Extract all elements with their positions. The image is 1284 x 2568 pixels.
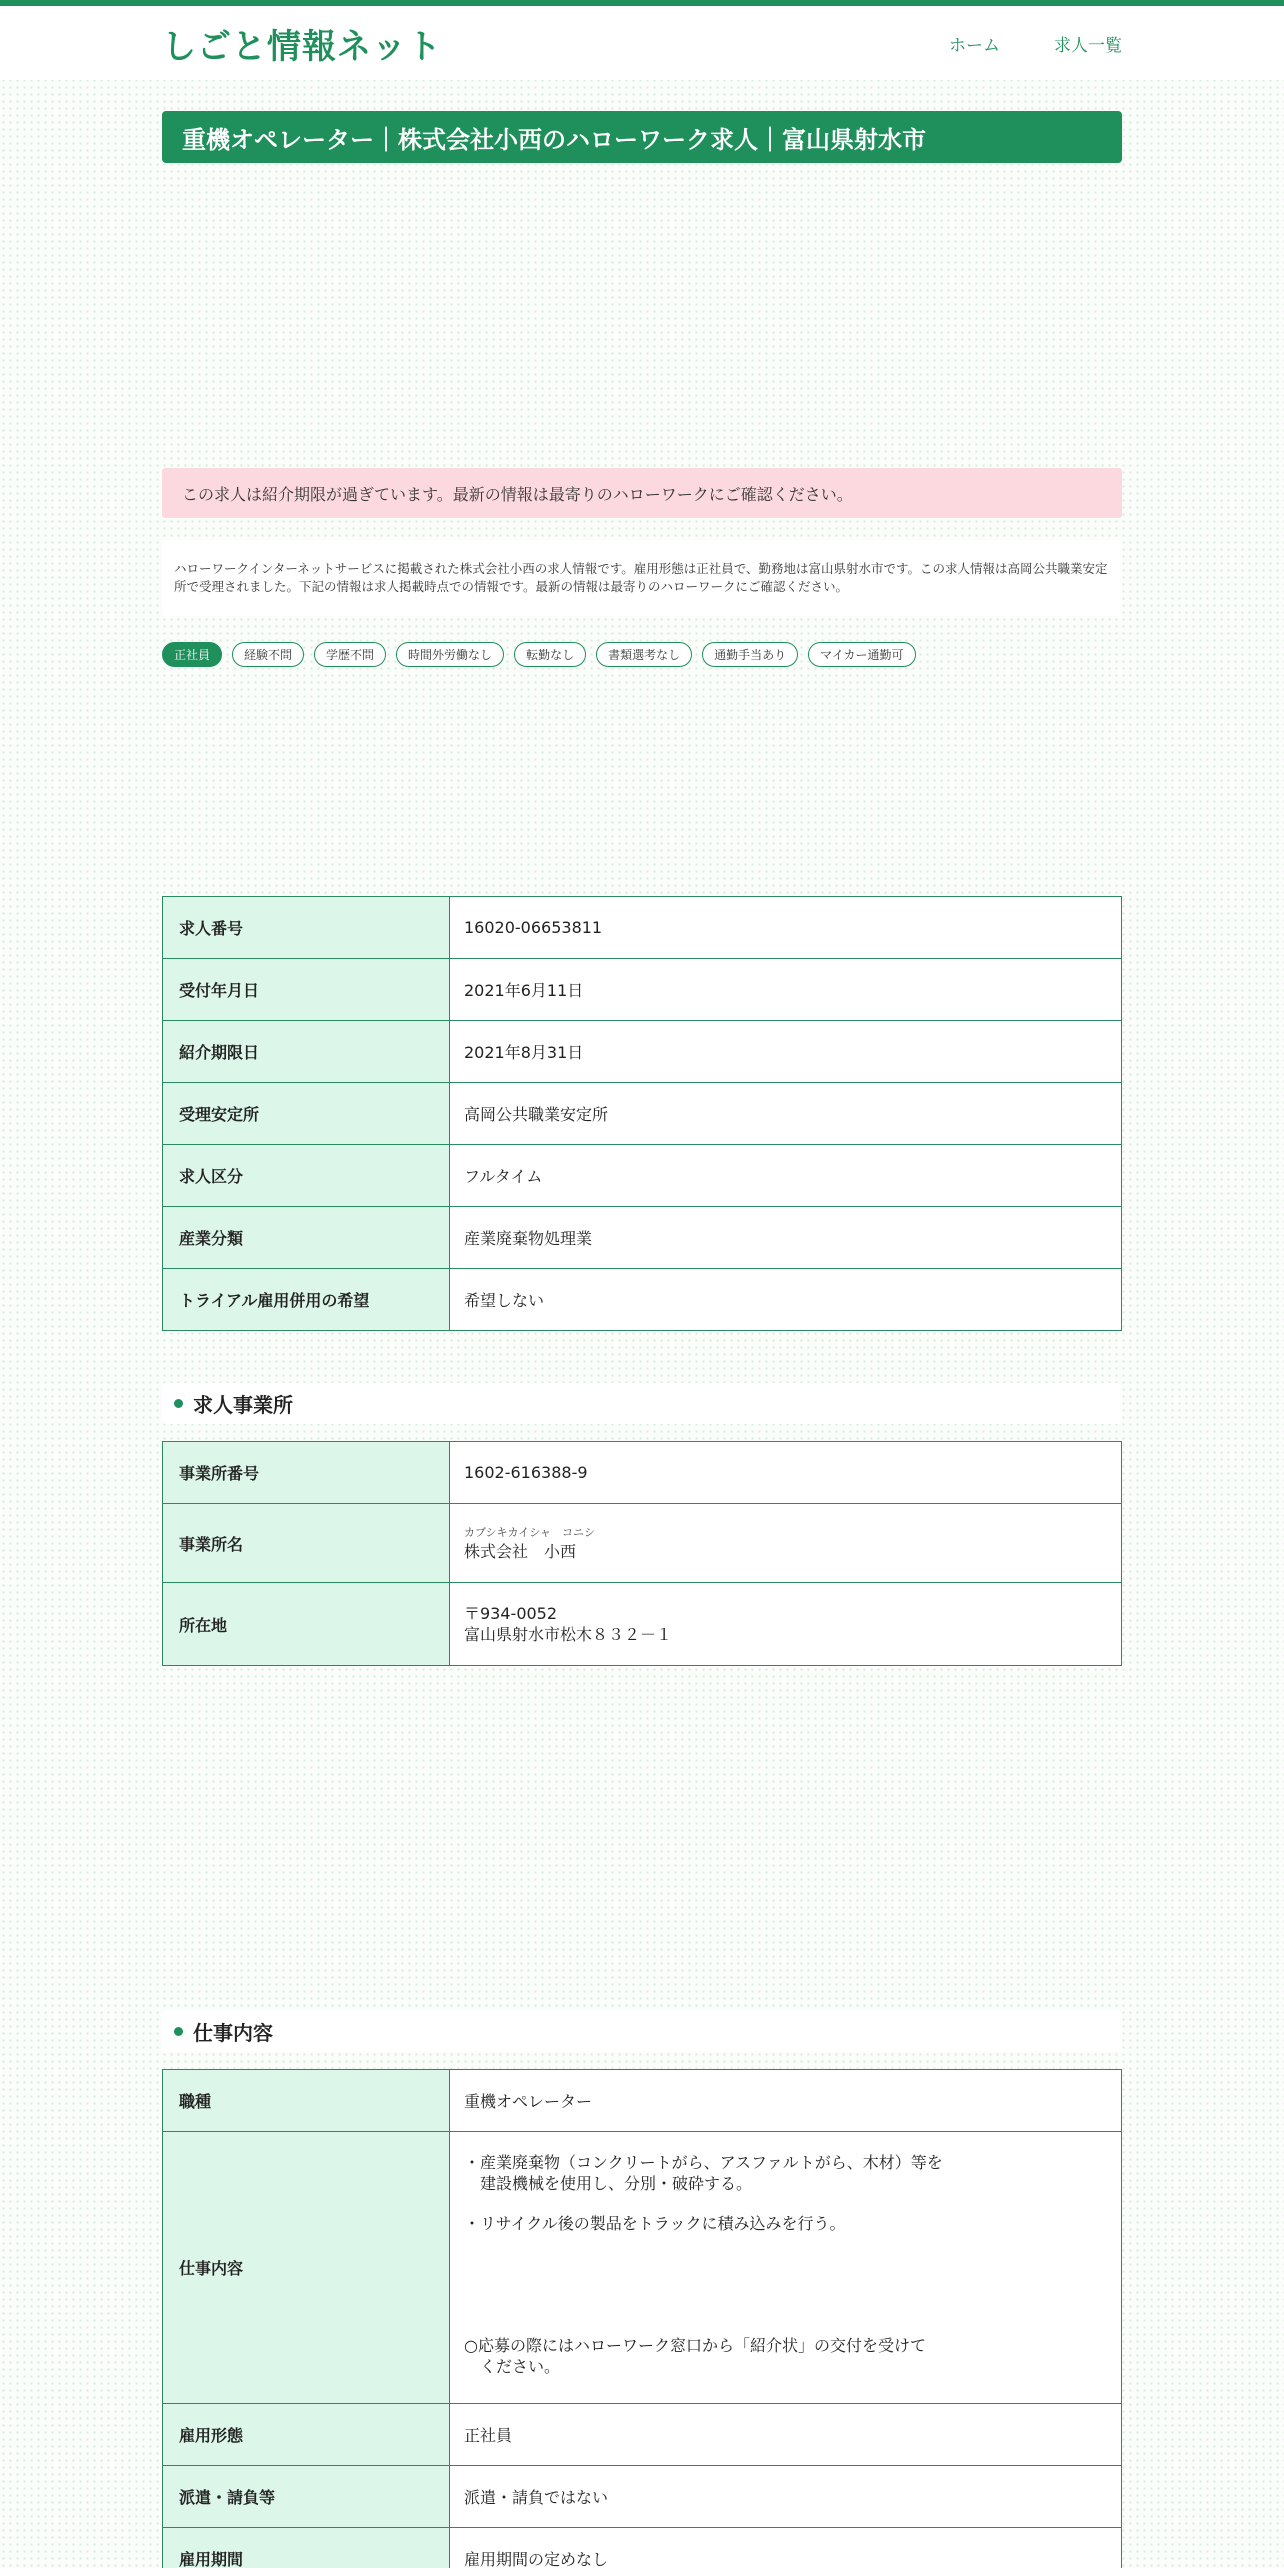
expired-notice: この求人は紹介期限が過ぎています。最新の情報は最寄りのハローワークにご確認ください。 — [162, 468, 1122, 518]
row-label: 求人区分 — [163, 1145, 450, 1207]
table-row — [163, 897, 1122, 959]
row-label: 職種 — [163, 2070, 450, 2132]
table-row — [163, 1145, 1122, 1207]
row-value: 2021年6月11日 — [450, 959, 1122, 1021]
tag-experience: 経験不問 — [232, 642, 304, 667]
table-row — [163, 1207, 1122, 1269]
row-label: 受理安定所 — [163, 1083, 450, 1145]
table-row — [163, 1583, 1122, 1666]
tag-car-commute: マイカー通勤可 — [808, 642, 915, 667]
duty-item: ・産業廃棄物（コンクリートがら、アスファルトがら、木材）等を 建設機械を使用し、分別・破砕する。 — [464, 2153, 943, 2193]
tag-overtime: 時間外労働なし — [396, 642, 504, 667]
dispatch-status: 派遣・請負ではない — [450, 2466, 1122, 2528]
row-label: 求人番号 — [163, 897, 450, 959]
table-row — [163, 2528, 1122, 2568]
office-name-cell — [450, 1504, 1122, 1583]
employer-section-title: 求人事業所 — [193, 1393, 293, 1417]
job-table — [162, 2069, 1122, 2568]
row-label: トライアル雇用併用の希望 — [163, 1269, 450, 1331]
row-label: 仕事内容 — [163, 2132, 450, 2404]
employer-table — [162, 1441, 1122, 1666]
table-row — [163, 2466, 1122, 2528]
tag-screening: 書類選考なし — [596, 642, 692, 667]
row-value: 希望しない — [450, 1269, 1122, 1331]
row-label: 紹介期限日 — [163, 1021, 450, 1083]
bullet-dot-icon — [174, 2027, 183, 2036]
main-nav — [949, 31, 1122, 56]
nav-job-list-link[interactable]: 求人一覧 — [1054, 35, 1122, 56]
office-name: 株式会社 小西 — [464, 1541, 577, 1561]
nav-home-link[interactable]: ホーム — [949, 35, 1000, 56]
main-content — [162, 111, 1122, 2568]
row-value: フルタイム — [450, 1145, 1122, 1207]
row-value: 16020-06653811 — [450, 897, 1122, 959]
tag-commute-allowance: 通勤手当あり — [702, 642, 798, 667]
office-number: 1602-616388-9 — [450, 1442, 1122, 1504]
table-row — [163, 1504, 1122, 1583]
employment-type: 正社員 — [450, 2404, 1122, 2466]
row-label: 受付年月日 — [163, 959, 450, 1021]
office-name-kana: カブシキカイシャ コニシ — [464, 1525, 596, 1539]
job-duties — [450, 2132, 1122, 2404]
employment-period: 雇用期間の定めなし — [450, 2528, 1122, 2568]
site-logo[interactable]: しごと情報ネット — [162, 26, 442, 67]
row-value: 2021年8月31日 — [450, 1021, 1122, 1083]
address: 富山県射水市松木８３２－１ — [464, 1625, 673, 1644]
row-value: 高岡公共職業安定所 — [450, 1083, 1122, 1145]
table-row — [163, 1269, 1122, 1331]
postal-code: 〒934-0052 — [464, 1604, 558, 1623]
table-row — [163, 2070, 1122, 2132]
page-title: 重機オペレーター｜株式会社小西のハローワーク求人｜富山県射水市 — [162, 111, 1122, 163]
occupation: 重機オペレーター — [450, 2070, 1122, 2132]
bullet-dot-icon — [174, 1399, 183, 1408]
table-row — [163, 2132, 1122, 2404]
duty-item: ○応募の際にはハローワーク窓口から「紹介状」の交付を受けて ください。 — [464, 2336, 926, 2376]
address-cell — [450, 1583, 1122, 1666]
table-row — [163, 1442, 1122, 1504]
job-section-title: 仕事内容 — [193, 2021, 273, 2045]
row-label: 産業分類 — [163, 1207, 450, 1269]
table-row — [163, 1021, 1122, 1083]
row-label: 派遣・請負等 — [163, 2466, 450, 2528]
row-label: 雇用形態 — [163, 2404, 450, 2466]
ad-space-top — [162, 163, 1122, 468]
ad-space-middle — [162, 667, 1122, 896]
row-label: 雇用期間 — [163, 2528, 450, 2568]
site-header — [0, 6, 1284, 80]
tag-employment-type: 正社員 — [162, 642, 222, 667]
table-row — [163, 1083, 1122, 1145]
job-section-heading — [162, 2011, 1122, 2052]
row-label: 事業所番号 — [163, 1442, 450, 1504]
table-row — [163, 2404, 1122, 2466]
job-summary: ハローワークインターネットサービスに掲載された株式会社小西の求人情報です。雇用形態は正社員で、勤務地は富山県射水市です。この求人情報は高岡公共職業安定所で受理されました。下記の情報は求人掲載時点での情報です。最新の情報は最寄りのハローワークにご確認ください。 — [162, 540, 1122, 616]
row-label: 事業所名 — [163, 1504, 450, 1583]
duty-item: ・リサイクル後の製品をトラックに積み込みを行う。 — [464, 2214, 846, 2233]
tag-education: 学歴不問 — [314, 642, 386, 667]
feature-tags — [162, 642, 1122, 667]
employer-section-heading — [162, 1383, 1122, 1424]
basic-info-table — [162, 896, 1122, 1331]
row-value: 産業廃棄物処理業 — [450, 1207, 1122, 1269]
row-label: 所在地 — [163, 1583, 450, 1666]
ad-space-bottom — [162, 1666, 1122, 2011]
tag-transfer: 転勤なし — [514, 642, 586, 667]
table-row — [163, 959, 1122, 1021]
